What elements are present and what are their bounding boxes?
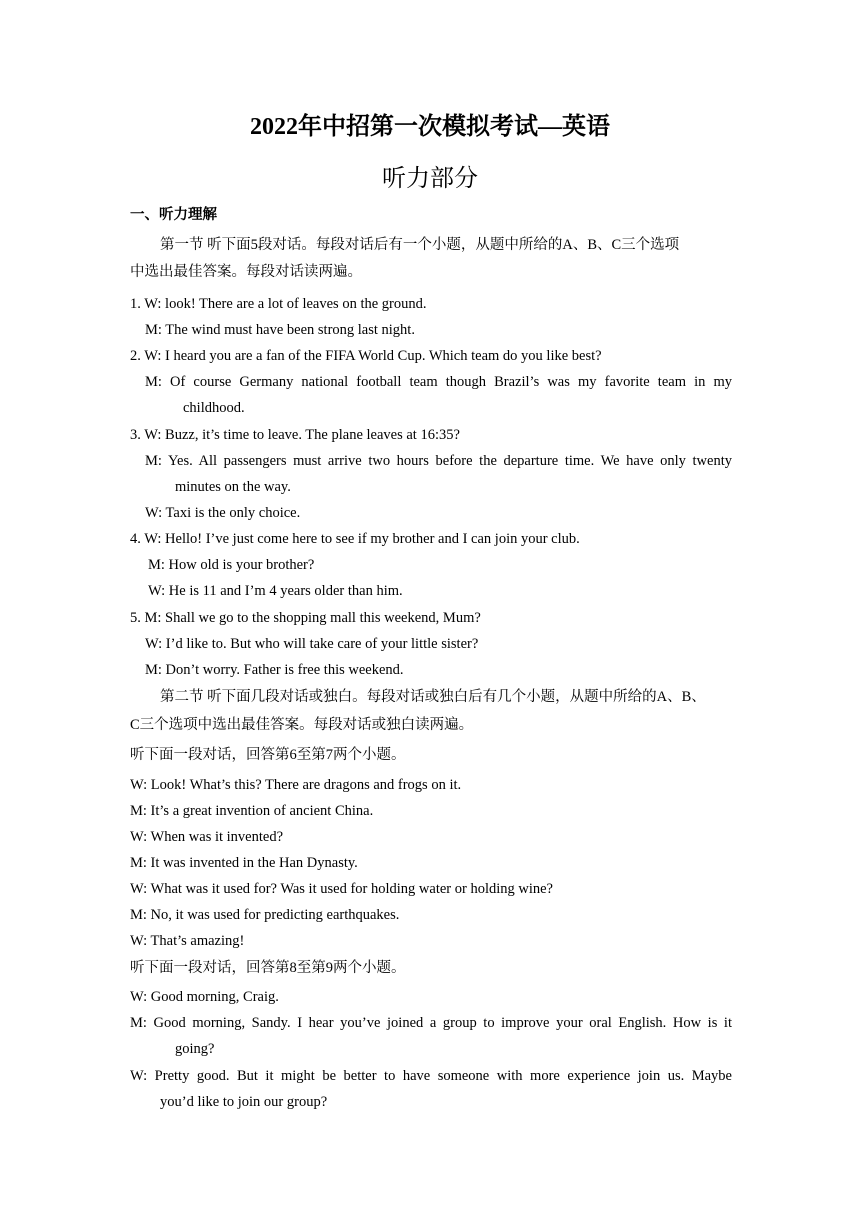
- passage-8-9-line-cont: going?: [175, 1041, 215, 1057]
- dialogue-5-w: W: I’d like to. But who will take care of your little sister?: [145, 636, 479, 652]
- dialogue-5-m: 5. M: Shall we go to the shopping mall this weekend, Mum?: [130, 610, 481, 626]
- dialogue-5-m2: M: Don’t worry. Father is free this weekend.: [145, 662, 404, 678]
- passage-8-9-line-cont: you’d like to join our group?: [160, 1094, 328, 1110]
- dialogue-3-w: 3. W: Buzz, it’s time to leave. The plane leaves at 16:35?: [130, 427, 460, 443]
- page-title: 2022年中招第一次模拟考试—英语: [250, 114, 610, 140]
- part2-instruction-line2: C三个选项中选出最佳答案。每段对话或独白读两遍。: [130, 717, 474, 733]
- section-heading-listening: 一、听力理解: [130, 207, 217, 223]
- passage-8-9-line: W: Good morning, Craig.: [130, 989, 279, 1005]
- dialogue-4-w: 4. W: Hello! I’ve just come here to see if my brother and I can join your club.: [130, 531, 580, 547]
- dialogue-2-w: 2. W: I heard you are a fan of the FIFA World Cup. Which team do you like best?: [130, 348, 602, 364]
- passage-6-7-line: W: Look! What’s this? There are dragons and frogs on it.: [130, 777, 462, 793]
- passage-6-7-line: M: No, it was used for predicting earthquakes.: [130, 907, 400, 923]
- part1-instruction-line1: 第一节 听下面5段对话。每段对话后有一个小题，从题中所给的A、B、C三个选项: [160, 237, 680, 253]
- page-subtitle: 听力部分: [382, 166, 478, 192]
- part1-instruction-line2: 中选出最佳答案。每段对话读两遍。: [130, 264, 362, 280]
- dialogue-3-m: M: Yes. All passengers must arrive two hours before the departure time. We have only twenty: [145, 453, 732, 469]
- passage-6-7-line: W: That’s amazing!: [130, 933, 245, 949]
- passage-6-7-line: W: What was it used for? Was it used for holding water or holding wine?: [130, 881, 553, 897]
- part2-instruction-line1: 第二节 听下面几段对话或独白。每段对话或独白后有几个小题，从题中所给的A、B、: [160, 689, 706, 705]
- passage-6-7-line: M: It was invented in the Han Dynasty.: [130, 855, 358, 871]
- dialogue-3-m-cont: minutes on the way.: [175, 479, 291, 495]
- dialogue-4-w2: W: He is 11 and I’m 4 years older than him.: [148, 583, 403, 599]
- passage-6-7-line: M: It’s a great invention of ancient China.: [130, 803, 374, 819]
- dialogue-4-m: M: How old is your brother?: [148, 557, 315, 573]
- passage-8-9-intro: 听下面一段对话，回答第8至第9两个小题。: [130, 960, 406, 976]
- passage-6-7-intro: 听下面一段对话，回答第6至第7两个小题。: [130, 747, 406, 763]
- dialogue-2-m: M: Of course Germany national football team though Brazil’s was my favorite team in my: [145, 374, 732, 390]
- passage-8-9-line: M: Good morning, Sandy. I hear you’ve joined a group to improve your oral English. How is it: [130, 1015, 732, 1031]
- dialogue-1-w: 1. W: look! There are a lot of leaves on the ground.: [130, 296, 427, 312]
- dialogue-2-m-cont: childhood.: [183, 400, 245, 416]
- passage-8-9-line: W: Pretty good. But it might be better to have someone with more experience join us. Maybe: [130, 1068, 732, 1084]
- dialogue-1-m: M: The wind must have been strong last night.: [145, 322, 415, 338]
- dialogue-3-w2: W: Taxi is the only choice.: [145, 505, 301, 521]
- passage-6-7-line: W: When was it invented?: [130, 829, 284, 845]
